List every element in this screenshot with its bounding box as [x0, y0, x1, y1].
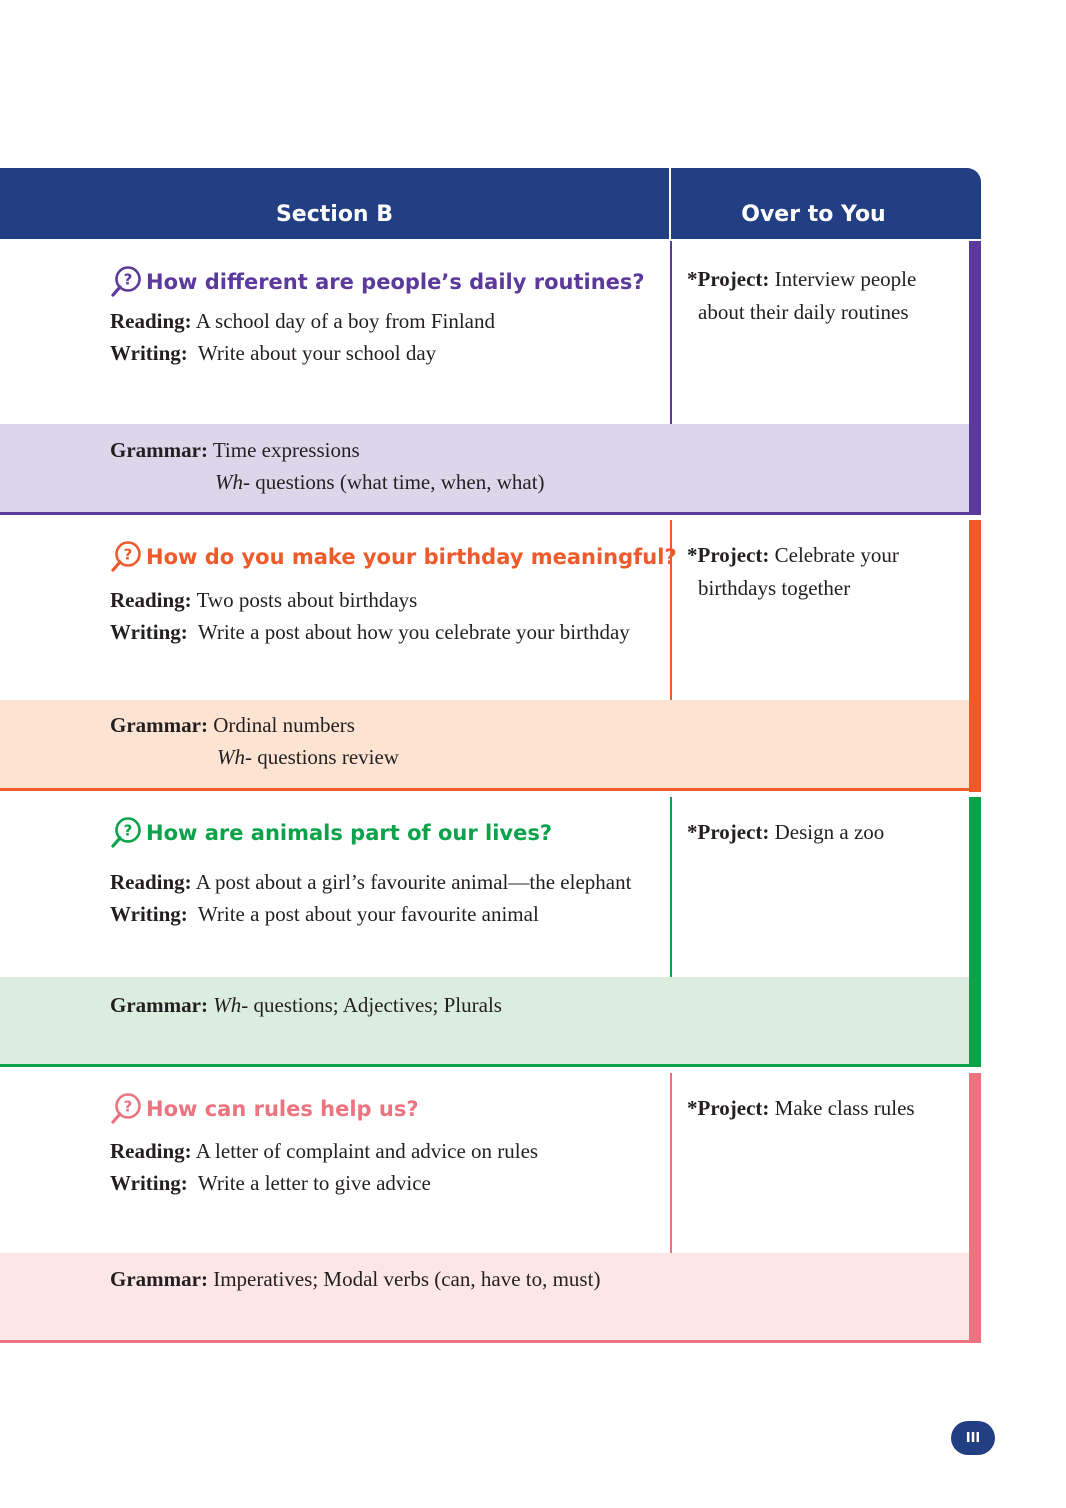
unit-question	[110, 540, 677, 573]
writing-label: Writing:	[110, 1171, 188, 1195]
reading-label: Reading:	[110, 588, 192, 612]
project-text-1: Celebrate your	[774, 543, 899, 567]
project-text-1: Interview people	[774, 267, 917, 291]
project-label: *Project:	[687, 1096, 770, 1120]
unit-question-text: How can rules help us?	[146, 1096, 419, 1121]
svg-text:?: ?	[123, 1097, 133, 1116]
writing-line	[110, 620, 630, 645]
writing-label: Writing:	[110, 902, 188, 926]
grammar-text-2: questions review	[252, 745, 399, 769]
project-label: *Project:	[687, 820, 770, 844]
project	[687, 1092, 947, 1125]
unit-question-text: How different are people’s daily routines?	[146, 269, 645, 294]
grammar-text-1: Ordinal numbers	[213, 713, 355, 737]
project-text-1: Design a zoo	[774, 820, 885, 844]
grammar-line	[110, 1267, 600, 1292]
reading-text: A post about a girl’s favourite animal—the elephant	[195, 870, 632, 894]
writing-text: Write a post about your favourite animal	[197, 902, 539, 926]
writing-text: Write a post about how you celebrate your birthday	[197, 620, 630, 644]
unit-daily-routines	[0, 241, 981, 515]
table-header	[0, 168, 981, 239]
reading-text: A letter of complaint and advice on rules	[195, 1139, 539, 1163]
grammar-label: Grammar:	[110, 993, 208, 1017]
grammar-label: Grammar:	[110, 713, 208, 737]
question-magnifier-icon	[110, 816, 143, 849]
writing-line	[110, 1171, 431, 1196]
writing-line	[110, 902, 539, 927]
unit-birthday	[0, 520, 981, 792]
project-label: *Project:	[687, 543, 770, 567]
reading-line	[110, 309, 495, 334]
svg-text:?: ?	[123, 270, 133, 289]
grammar-text-2: questions (what time, when, what)	[250, 470, 545, 494]
svg-text:?: ?	[123, 821, 133, 840]
grammar-italic: Wh-	[215, 470, 250, 494]
reading-line	[110, 870, 631, 895]
writing-text: Write about your school day	[197, 341, 437, 365]
reading-label: Reading:	[110, 870, 192, 894]
grammar-line	[110, 993, 502, 1018]
unit-rules	[0, 1073, 981, 1345]
svg-text:?: ?	[123, 545, 133, 564]
question-magnifier-icon	[110, 540, 143, 573]
reading-text: Two posts about birthdays	[196, 588, 418, 612]
question-magnifier-icon	[110, 1092, 143, 1125]
grammar-line	[110, 713, 355, 738]
grammar-line	[110, 438, 360, 463]
grammar-italic: Wh-	[213, 993, 249, 1017]
grammar-label: Grammar:	[110, 1267, 208, 1291]
unit-question	[110, 816, 552, 849]
grammar-text-1: questions; Adjectives; Plurals	[248, 993, 502, 1017]
project-label: *Project:	[687, 267, 770, 291]
grammar-line-2	[215, 470, 545, 495]
project	[687, 816, 947, 849]
grammar-line-2	[217, 745, 399, 770]
reading-text: A school day of a boy from Finland	[195, 309, 495, 333]
project-text-2: about their daily routines	[698, 300, 909, 324]
grammar-text-1: Imperatives; Modal verbs (can, have to, must)	[213, 1267, 601, 1291]
project	[687, 539, 947, 605]
reading-label: Reading:	[110, 309, 192, 333]
grammar-label: Grammar:	[110, 438, 208, 462]
header-section-b: Section B	[275, 202, 394, 227]
grammar-italic: Wh-	[217, 745, 252, 769]
writing-label: Writing:	[110, 341, 188, 365]
reading-line	[110, 588, 417, 613]
reading-label: Reading:	[110, 1139, 192, 1163]
project-text-2: birthdays together	[698, 576, 851, 600]
header-over-to-you: Over to You	[741, 202, 886, 227]
unit-question	[110, 265, 645, 298]
writing-line	[110, 341, 436, 366]
question-magnifier-icon	[110, 265, 143, 298]
reading-line	[110, 1139, 538, 1164]
grammar-text-1: Time expressions	[212, 438, 360, 462]
page-number: III	[951, 1421, 995, 1455]
unit-animals	[0, 797, 981, 1069]
project-text-1: Make class rules	[774, 1096, 915, 1120]
unit-question-text: How are animals part of our lives?	[146, 820, 553, 845]
writing-text: Write a letter to give advice	[197, 1171, 431, 1195]
unit-question-text: How do you make your birthday meaningful?	[146, 544, 677, 569]
project	[687, 263, 947, 329]
writing-label: Writing:	[110, 620, 188, 644]
unit-question	[110, 1092, 419, 1125]
